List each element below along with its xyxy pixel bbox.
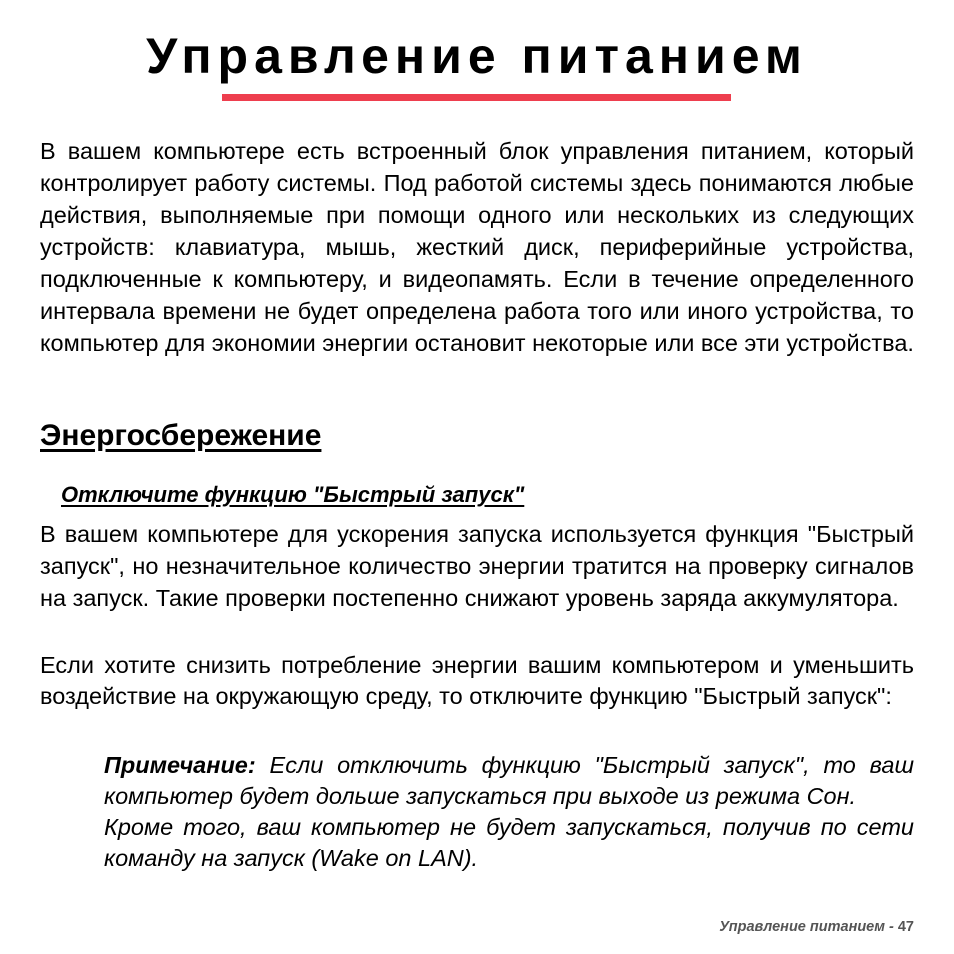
page-footer	[719, 917, 914, 937]
title-underline-bar	[222, 94, 731, 101]
page-title: Управление питанием	[146, 28, 808, 84]
intro-paragraph: В вашем компьютере есть встроенный блок управления питанием, который контролирует работу системы. Под работой системы здесь понимаются любые действия, выполняемые при помощи одного или нескольких из следующих устройств: клавиатура, мышь, жесткий диск, периферийные устройства, подключенные к компьютеру, и видеопамять. Если в течение определенного интервала времени не будет определена работа того или иного устройства, то компьютер для экономии энергии остановит некоторые или все эти устройства.	[40, 138, 914, 356]
subheading-fast-startup: Отключите функцию "Быстрый запуск"	[61, 482, 525, 507]
note-text-2: Кроме того, ваш компьютер не будет запускаться, получив по сети команду на запуск (Wake on LAN).	[104, 814, 914, 871]
footer-page-number: 47	[897, 919, 914, 935]
disable-fast-startup-paragraph: Если хотите снизить потребление энергии вашим компьютером и уменьшить воздействие на окружающую среду, то отключите функцию "Быстрый запуск":	[40, 652, 914, 709]
footer-section-title: Управление питанием -	[719, 919, 894, 935]
note-label: Примечание:	[104, 752, 256, 778]
section-heading: Энергосбережение	[40, 419, 322, 452]
fast-startup-paragraph: В вашем компьютере для ускорения запуска используется функция "Быстрый запуск", но незначительное количество энергии тратится на проверку сигналов на запуск. Такие проверки постепенно снижают уровень заряда аккумулятора.	[40, 521, 914, 611]
note-text-1: Если отключить функцию "Быстрый запуск", то ваш компьютер будет дольше запускаться при выходе из режима Сон.	[104, 752, 914, 809]
note-block	[104, 750, 914, 874]
note-line-1	[104, 750, 914, 812]
